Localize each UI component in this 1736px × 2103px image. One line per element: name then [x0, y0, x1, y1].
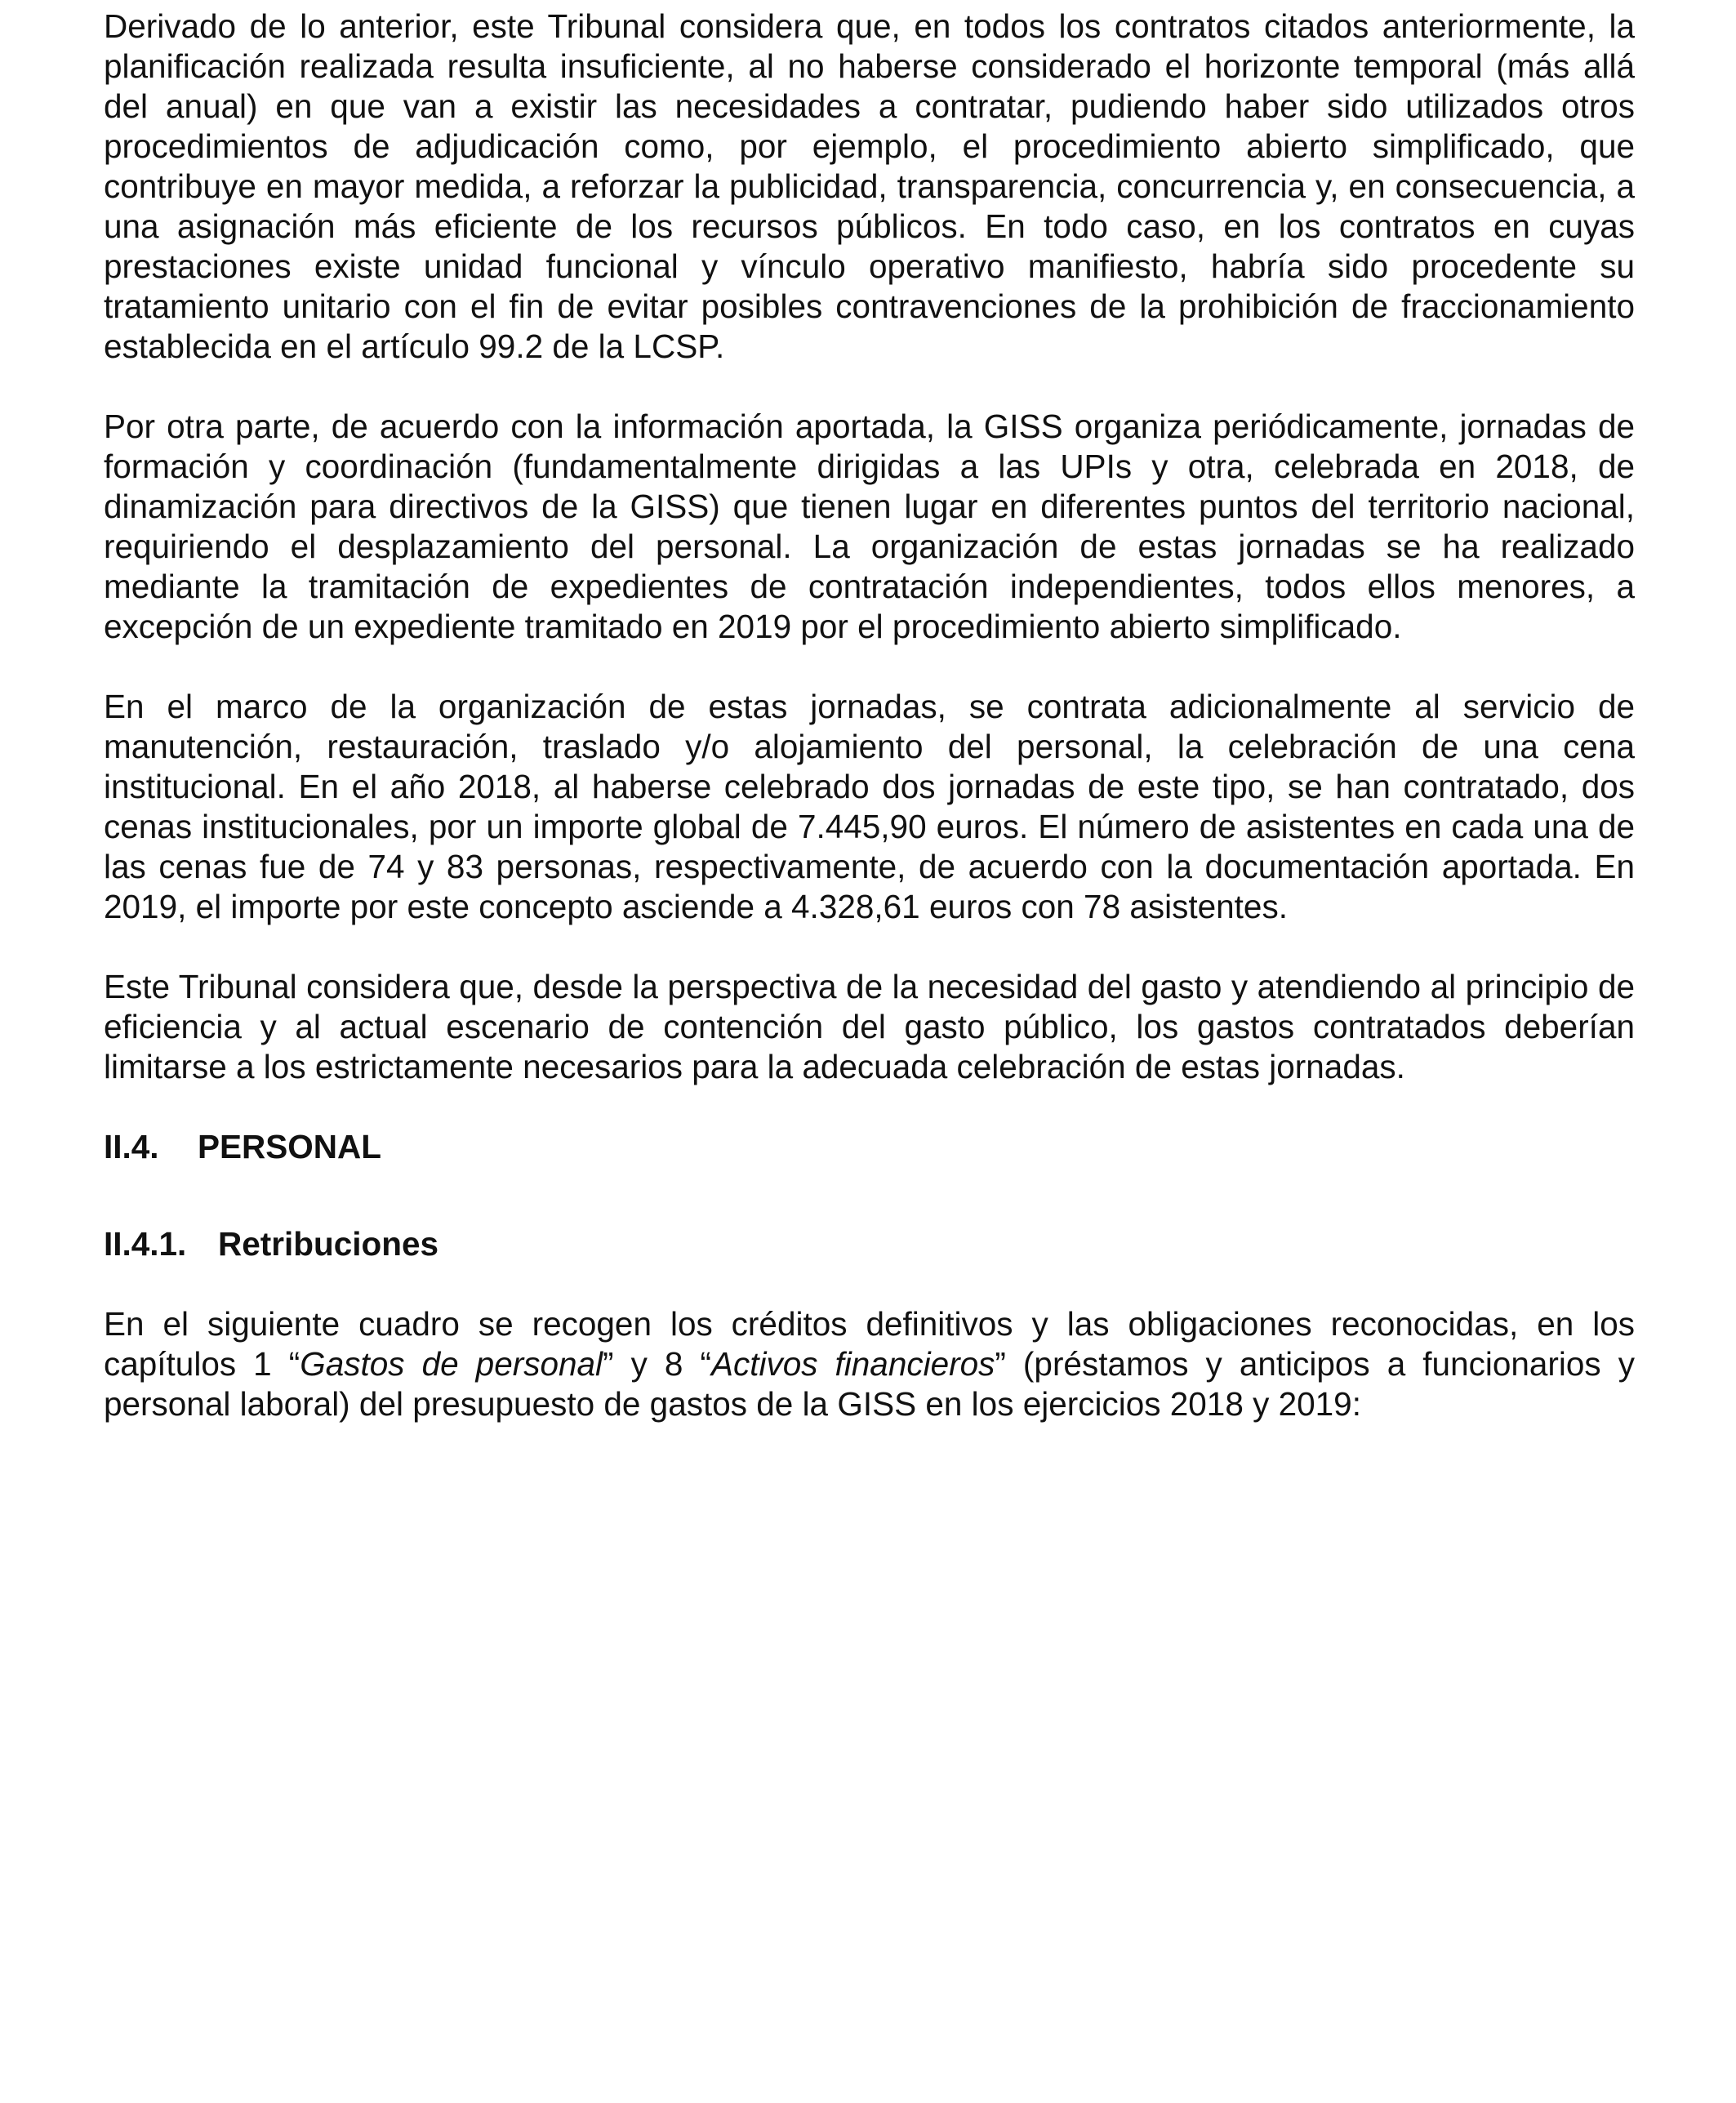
intro-text-part2: ” y 8 “: [603, 1345, 711, 1383]
paragraph-planificacion: Derivado de lo anterior, este Tribunal considera que, en todos los contratos citados anteriormente, la planificación realizada resulta insuficiente, al no haberse considerado el horizonte temporal (más allá del anual) en que van a existir las necesidades a contratar, pudiendo haber sido utilizados otros procedimientos de adjudicación como, por ejemplo, el procedimiento abierto simplificado, que contribuye en mayor medida, a reforzar la publicidad, transparencia, concurrencia y, en consecuencia, a una asignación más eficiente de los recursos públicos. En todo caso, en los contratos en cuyas prestaciones existe unidad funcional y vínculo operativo manifiesto, habría sido procedente su tratamiento unitario con el fin de evitar posibles contravenciones de la prohibición de fraccionamiento establecida en el artículo 99.2 de la LCSP.: [104, 7, 1635, 365]
subsection-title: Retribuciones: [218, 1225, 439, 1263]
section-title: PERSONAL: [198, 1128, 382, 1165]
subsection-heading: [104, 1224, 1635, 1264]
paragraph-cuadro-intro: [104, 1304, 1635, 1424]
paragraph-cenas: En el marco de la organización de estas jornadas, se contrata adicionalmente al servicio de manutención, restauración, traslado y/o alojamiento del personal, la celebración de una cena institucional. En el año 2018, al haberse celebrado dos jornadas de este tipo, se han contratado, dos cenas institucionales, por un importe global de 7.445,90 euros. El número de asistentes en cada una de las cenas fue de 74 y 83 personas, respectivamente, de acuerdo con la documentación aportada. En 2019, el importe por este concepto asciende a 4.328,61 euros con 78 asistentes.: [104, 688, 1635, 925]
section-number: II.4.: [104, 1128, 159, 1165]
document-page: [104, 7, 1635, 1464]
subsection-number: II.4.1.: [104, 1225, 187, 1263]
intro-italic-activos: Activos financieros: [710, 1345, 995, 1383]
paragraph-jornadas: Por otra parte, de acuerdo con la información aportada, la GISS organiza periódicamente, jornadas de formación y coordinación (fundamentalmente dirigidas a las UPIs y otra, celebrada en 2018, de dinamización para directivos de la GISS) que tienen lugar en diferentes puntos del territorio nacional, requiriendo el desplazamiento del personal. La organización de estas jornadas se ha realizado mediante la tramitación de expedientes de contratación independientes, todos ellos menores, a excepción de un expediente tramitado en 2019 por el procedimiento abierto simplificado.: [104, 408, 1635, 645]
section-heading: [104, 1127, 1635, 1167]
intro-italic-gastos: Gastos de personal: [300, 1345, 603, 1383]
paragraph-conclusion: Este Tribunal considera que, desde la perspectiva de la necesidad del gasto y atendiendo al principio de eficiencia y al actual escenario de contención del gasto público, los gastos contratados deberían limitarse a los estrictamente necesarios para la adecuada celebración de estas jornadas.: [104, 968, 1635, 1085]
intro-text-part1: En el siguiente cuadro se recogen los créditos definitivos y las obligaciones reconocidas, en los capítulos 1 “: [104, 1305, 1635, 1383]
intro-text-part3: ” (préstamos y anticipos a funcionarios y personal laboral) del presupuesto de gastos de la GISS en los ejercicios 2018 y 2019:: [104, 1345, 1635, 1423]
